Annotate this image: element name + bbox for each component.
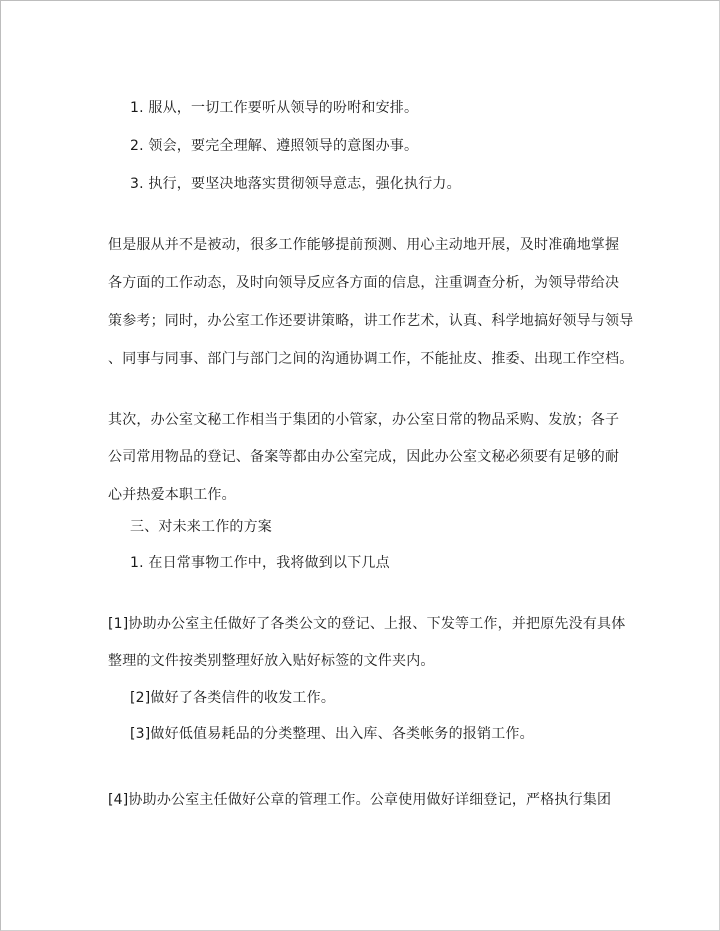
list-item: [2]做好了各类信件的收发工作。: [130, 690, 336, 706]
list-item: 3. 执行，要坚决地落实贯彻领导意志，强化执行力。: [130, 176, 461, 192]
list-item: 2. 领会，要完全理解、遵照领导的意图办事。: [130, 138, 419, 154]
paragraph-line: 心并热爱本职工作。: [108, 487, 236, 503]
list-item: 1. 在日常事物工作中，我将做到以下几点: [130, 555, 390, 571]
list-item: 1. 服从，一切工作要听从领导的吩咐和安排。: [130, 100, 419, 116]
section-heading: 三、对未来工作的方案: [130, 519, 272, 535]
paragraph-line: [1]协助办公室主任做好了各类公文的登记、上报、下发等工作，并把原先没有具体: [108, 616, 626, 632]
paragraph-line: 其次，办公室文秘工作相当于集团的小管家，办公室日常的物品采购、发放；各子: [108, 412, 620, 428]
paragraph-line: 各方面的工作动态，及时向领导反应各方面的信息，注重调查分析，为领导带给决: [108, 275, 620, 291]
paragraph-line: 策参考；同时，办公室工作还要讲策略，讲工作艺术，认真、科学地搞好领导与领导: [108, 313, 634, 329]
paragraph-line: 整理的文件按类别整理好放入贴好标签的文件夹内。: [108, 653, 435, 669]
paragraph-line: 但是服从并不是被动，很多工作能够提前预测、用心主动地开展，及时准确地掌握: [108, 237, 620, 253]
paragraph-line: [4]协助办公室主任做好公章的管理工作。公章使用做好详细登记，严格执行集团: [108, 792, 612, 808]
paragraph-line: 公司常用物品的登记、备案等都由办公室完成，因此办公室文秘必须要有足够的耐: [108, 449, 620, 465]
list-item: [3]做好低值易耗品的分类整理、出入库、各类帐务的报销工作。: [130, 726, 534, 742]
paragraph-line: 、同事与同事、部门与部门之间的沟通协调工作，不能扯皮、推委、出现工作空档。: [108, 351, 634, 367]
